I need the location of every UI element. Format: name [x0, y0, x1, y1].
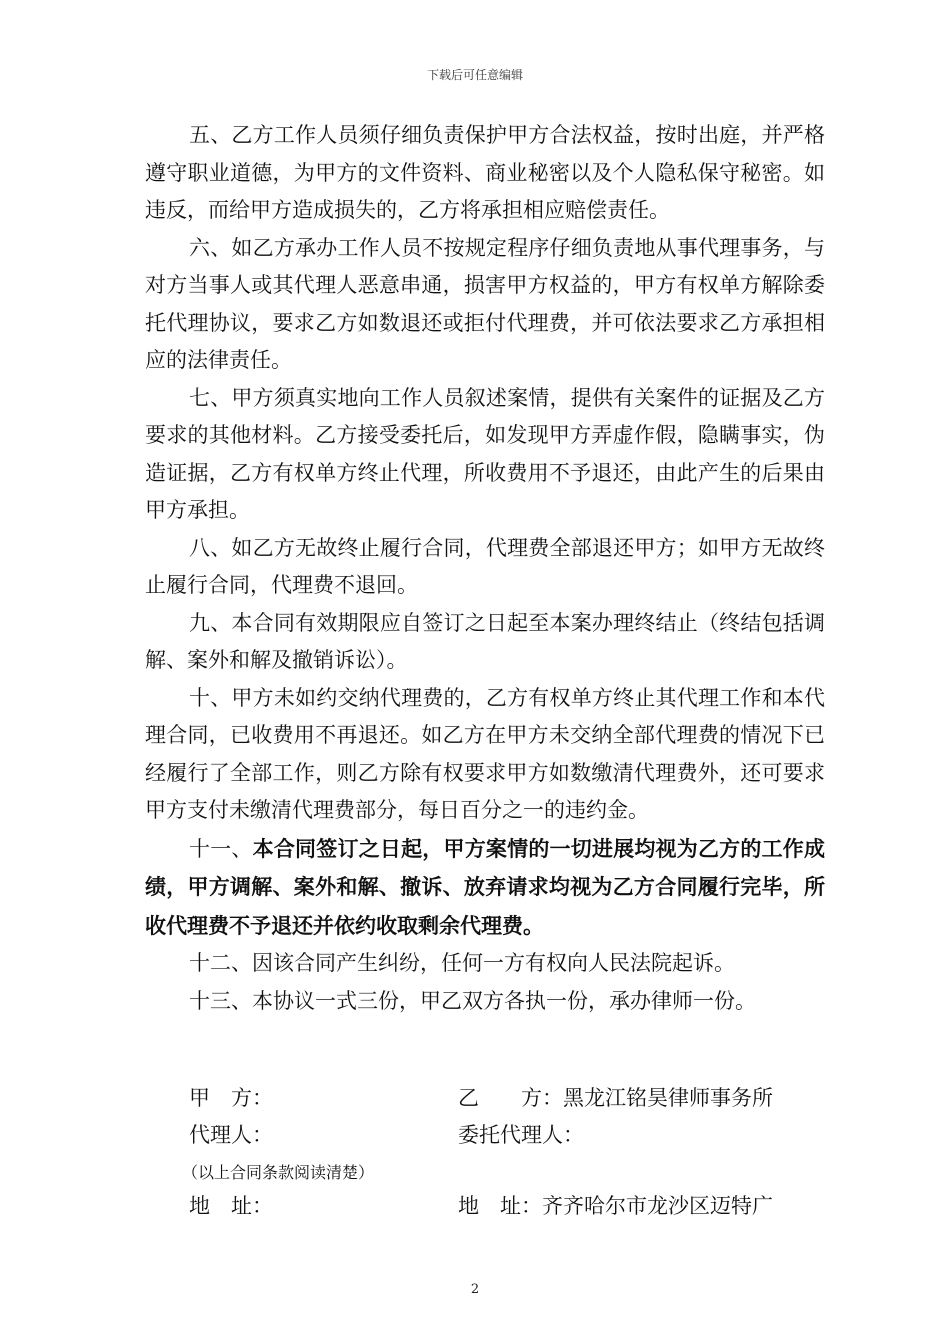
clause-6: 六、如乙方承办工作人员不按规定程序仔细负责地从事代理事务，与对方当事人或其代理人恶意串通，损害甲方权益的，甲方有权单方解除委托代理协议，要求乙方如数退还或拒付代理费，并可依法要求乙方承担相应的法律责任。 [145, 235, 825, 372]
party-b-label: 乙 方：黑龙江铭昊律师事务所 [458, 1086, 773, 1110]
clause-9: 九、本合同有效期限应自签订之日起至本案办理终结止（终结包括调解、案外和解及撤销诉讼）。 [145, 610, 825, 672]
clause-12: 十二、因该合同产生纠纷，任何一方有权向人民法院起诉。 [189, 951, 735, 975]
clause-8: 八、如乙方无故终止履行合同，代理费全部退还甲方；如甲方无故终止履行合同，代理费不退回。 [145, 535, 825, 597]
clause-13: 十三、本协议一式三份，甲乙双方各执一份，承办律师一份。 [189, 988, 756, 1013]
agent-label: 代理人： [189, 1123, 273, 1147]
clause-10: 十、甲方未如约交纳代理费的，乙方有权单方终止其代理工作和本代理合同，已收费用不再退还。如乙方在甲方未交纳全部代理费的情况下已经履行了全部工作，则乙方除有权要求甲方如数缴清代理费外，还可要求甲方支付未缴清代理费部分，每日百分之一的违约金。 [145, 685, 825, 822]
address-a-label: 地 址： [189, 1194, 273, 1218]
clause-11-lead: 十一、 [189, 836, 253, 861]
clause-11 [145, 830, 825, 946]
clause-7: 七、甲方须真实地向工作人员叙述案情，提供有关案件的证据及乙方要求的其他材料。乙方接受委托后，如发现甲方弄虚作假，隐瞒事实，伪造证据，乙方有权单方终止代理，所收费用不予退还，由此产生的后果由甲方承担。 [145, 385, 825, 522]
page-header: 下载后可任意编辑 [426, 68, 523, 82]
contract-body [145, 117, 825, 1020]
address-b-label: 地 址：齐齐哈尔市龙沙区迈特广 [458, 1194, 773, 1218]
entrusted-agent-label: 委托代理人： [458, 1123, 584, 1147]
clause-5: 五、乙方工作人员须仔细负责保护甲方合法权益，按时出庭，并严格遵守职业道德，为甲方的文件资料、商业秘密以及个人隐私保守秘密。如违反，而给甲方造成损失的，乙方将承担相应赔偿责任。 [145, 123, 825, 222]
party-a-label: 甲 方： [189, 1086, 273, 1110]
reading-note: （以上合同条款阅读清楚） [182, 1163, 375, 1182]
clause-11-bold-text: 本合同签订之日起，甲方案情的一切进展均视为乙方的工作成绩，甲方调解、案外和解、撤诉、放弃请求均视为乙方合同履行完毕，所收代理费不予退还并依约收取剩余代理费。 [145, 835, 826, 938]
page-number: 2 [470, 1282, 480, 1297]
